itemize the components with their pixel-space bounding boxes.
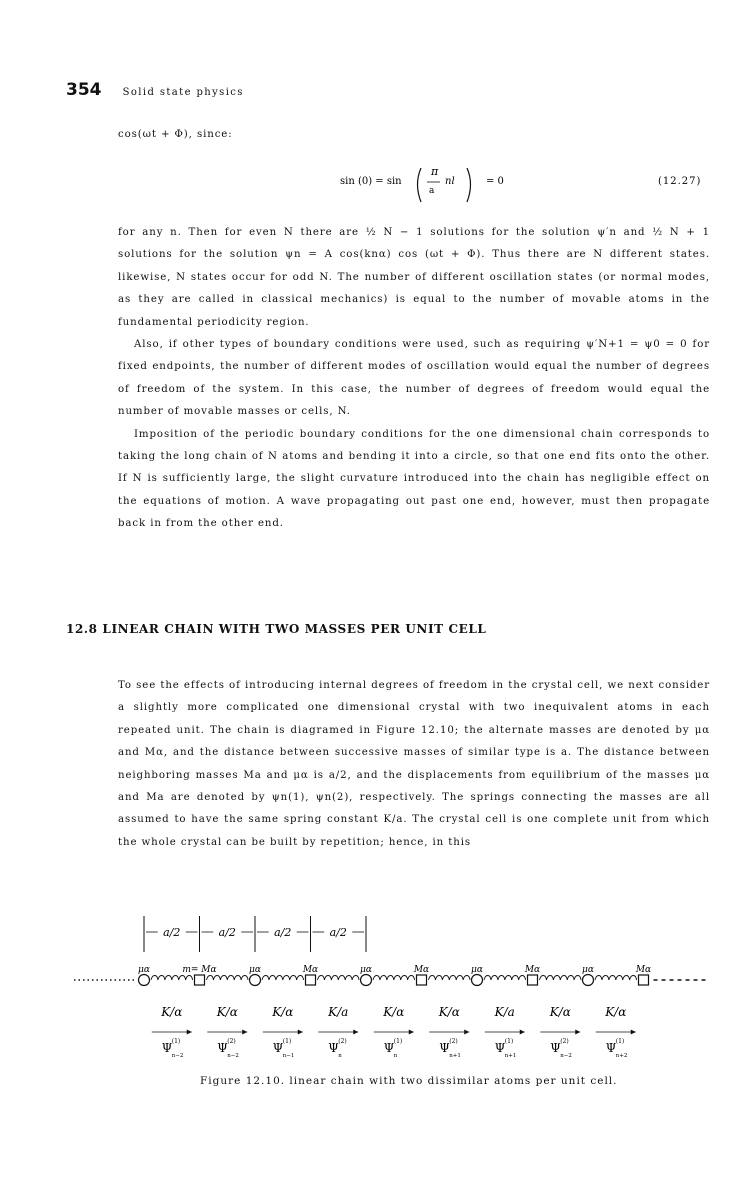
mass-label: μα [360,965,372,975]
page-header [66,80,244,100]
spring-constant-label: K/α [161,1005,183,1019]
figure-12-10 [70,912,710,1062]
displacement-sup: (2) [338,1038,347,1045]
page-number: 354 [66,80,102,100]
displacement-label: Ψ [328,1041,339,1055]
spring-constant-label: K/α [383,1005,405,1019]
body-text [118,222,710,536]
displacement-arrowhead [575,1030,580,1035]
mass-label: m= Mα [182,965,217,975]
equation-lhs: sin (0) = sin [340,176,402,187]
equation-arg: nl [445,176,455,187]
displacement-sup: (1) [171,1038,181,1045]
spring-constant-label: K/α [216,1005,238,1019]
displacement-arrowhead [353,1030,358,1035]
mass-large-square [417,975,427,985]
displacement-arrowhead [187,1030,192,1035]
mass-label: Mα [635,965,652,975]
figure-caption: Figure 12.10. linear chain with two dissimilar atoms per unit cell. [200,1075,618,1087]
mass-label: Mα [302,965,319,975]
displacement-sub: n [338,1053,342,1059]
mass-large-square [195,975,205,985]
section-paragraph: To see the effects of introducing internal degrees of freedom in the crystal cell, we next consider a slightly more complicated one dimensional crystal with two inequivalent atoms in each repeated unit. The chain is diagramed in Figure 12.10; the alternate masses are denoted by μα and Mα, and the distance between successive masses of similar type is a. The distance between neighboring masses Ma and μα is a/2, and the displacements from equilibrium of the masses μα and Ma are denoted by ψn(1), ψn(2), respectively. The springs connecting the masses are all assumed to have the same spring constant K/a. The crystal cell is one complete unit from which the whole crystal can be built by repetition; hence, in this [118,680,710,848]
displacement-label: Ψ [494,1041,506,1055]
displacement-sub: n [393,1053,398,1059]
displacement-label: Ψ [439,1041,450,1055]
displacement-arrowhead [298,1030,303,1035]
displacement-label: Ψ [272,1041,284,1055]
chain-diagram [70,912,710,1062]
displacement-sup: (1) [615,1038,625,1045]
spring [595,976,637,981]
displacement-sup: (1) [393,1038,403,1045]
spring-constant-label: K/a [494,1005,515,1019]
displacement-arrowhead [464,1030,469,1035]
intro-text: cos(ωt + Φ), since: [118,129,233,140]
mass-label: Mα [413,965,430,975]
mass-label: μα [582,965,594,975]
spring-constant-label: K/α [549,1005,571,1019]
equation-svg [118,168,710,212]
paragraph-3: Imposition of the periodic boundary conditions for the one dimensional chain corresponds to taking the long chain of N atoms and bending it into a circle, so that one end fits onto the other. If N is sufficiently large, the slight curvature introduced into the chain has negligible effect on the equations of motion. A wave propagating out past one end, however, must then propagate back in from the other end. [118,428,710,530]
section-title: 12.8 LINEAR CHAIN WITH TWO MASSES PER UNIT CELL [66,622,487,636]
mass-small-circle [472,975,483,986]
spring-constant-label: K/α [605,1005,627,1019]
displacement-sub: n+2 [615,1053,628,1059]
displacement-arrowhead [409,1030,414,1035]
spacing-label: a/2 [163,926,181,939]
displacement-sup: (1) [504,1038,514,1045]
displacement-label: Ψ [161,1041,173,1055]
mass-large-square [528,975,538,985]
running-title: Solid state physics [122,87,244,98]
displacement-sub: n−2 [171,1053,184,1059]
mass-small-circle [361,975,372,986]
right-paren [467,168,471,202]
spacing-label: a/2 [329,926,347,939]
displacement-label: Ψ [605,1041,617,1055]
displacement-sub: n+1 [449,1053,461,1059]
displacement-sub: n−2 [560,1053,572,1059]
mass-small-circle [139,975,150,986]
displacement-label: Ψ [217,1041,228,1055]
spacing-label: a/2 [274,926,292,939]
mass-label: μα [471,965,483,975]
frac-denominator: a [429,186,435,196]
mass-small-circle [583,975,594,986]
spring [484,976,526,981]
frac-numerator: π [431,168,439,178]
displacement-label: Ψ [383,1041,395,1055]
displacement-arrowhead [520,1030,525,1035]
paragraph-1: for any n. Then for even N there are ½ N − 1 solutions for the solution ψ′n and ½ N + 1 solutions for the solution ψn = A cos(knα) cos (ωt + Φ). Thus there are N different states. likewise, N states occur for odd N. The number of different oscillation states (or normal modes, as they are called in classical mechanics) is equal to the number of movable atoms in the fundamental periodicity region. [118,227,710,328]
spring [540,976,582,981]
paragraph-2: Also, if other types of boundary conditions were used, such as requiring ψ′N+1 = ψ0 = 0 for fixed endpoints, the number of different modes of oscillation would equal the number of degrees of freedom of the system. In this case, the number of degrees of freedom would equal the number of movable masses or cells, N. [118,339,710,418]
mass-small-circle [250,975,261,986]
displacement-arrowhead [631,1030,636,1035]
equation-12-27 [118,168,710,212]
spring [318,976,360,981]
left-paren [418,168,422,202]
displacement-sup: (2) [560,1038,569,1045]
mass-label: μα [249,965,261,975]
displacement-sub: n−2 [227,1053,239,1059]
intro-line [118,124,710,146]
spring-constant-label: K/α [272,1005,294,1019]
spring-constant-label: K/α [438,1005,460,1019]
displacement-sub: n+1 [504,1053,517,1059]
displacement-arrowhead [242,1030,247,1035]
spring [429,976,471,981]
spacing-label: a/2 [218,926,236,939]
spring [262,976,304,981]
displacement-sup: (2) [227,1038,236,1045]
mass-label: Mα [524,965,541,975]
spring [373,976,415,981]
spring [207,976,249,981]
equation-number: (12.27) [658,176,702,187]
displacement-sup: (1) [282,1038,292,1045]
displacement-label: Ψ [550,1041,561,1055]
equation-rhs: = 0 [486,176,504,187]
mass-large-square [639,975,649,985]
spring-constant-label: K/a [328,1005,349,1019]
section-body [118,675,710,854]
spring [151,976,193,981]
displacement-sub: n−1 [282,1053,295,1059]
displacement-sup: (2) [449,1038,458,1045]
mass-large-square [306,975,316,985]
mass-label: μα [138,965,150,975]
